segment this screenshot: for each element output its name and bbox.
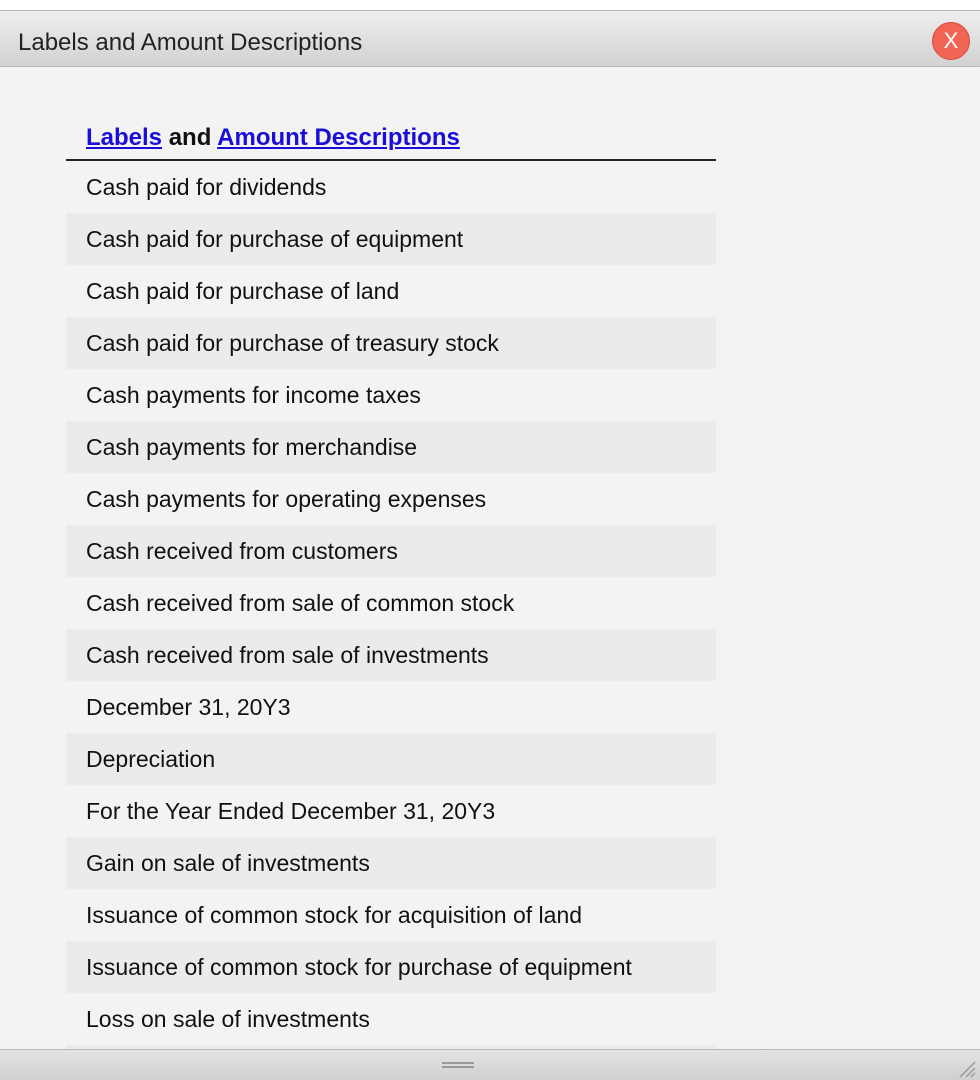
labels-list — [66, 118, 716, 1049]
list-item: Cash payments for operating expenses — [86, 486, 487, 512]
list-item: Cash paid for purchase of treasury stock — [66, 317, 716, 369]
list-rows — [66, 161, 716, 1049]
close-button[interactable] — [932, 22, 970, 60]
list-item: For the Year Ended December 31, 20Y3 — [86, 798, 496, 824]
list-item: Issuance of common stock for acquisition of land — [86, 902, 583, 928]
list-header — [66, 118, 716, 161]
list-item: Depreciation — [66, 733, 716, 785]
list-item: December 31, 20Y3 — [86, 694, 291, 720]
list-item: Cash received from sale of investments — [66, 629, 716, 681]
list-item: Cash paid for dividends — [86, 174, 327, 200]
bottom-bar — [0, 1049, 980, 1080]
list-item: Cash received from customers — [66, 525, 716, 577]
dialog-title: Labels and Amount Descriptions — [18, 29, 363, 56]
list-item: Loss on sale of investments — [86, 1006, 370, 1032]
list-item: Cash payments for income taxes — [86, 382, 421, 408]
list-item: Cash received from sale of common stock — [86, 590, 515, 616]
title-bar[interactable] — [0, 11, 980, 67]
dialog-content[interactable] — [0, 68, 980, 1049]
amount-descriptions-link[interactable]: Amount Descriptions — [217, 124, 460, 151]
list-item: Cash payments for merchandise — [66, 421, 716, 473]
list-item: Issuance of common stock for purchase of equipment — [66, 941, 716, 993]
close-icon: X — [943, 28, 959, 53]
list-item: Gain on sale of investments — [66, 837, 716, 889]
dialog-window — [0, 10, 980, 1080]
resize-handle-icon[interactable] — [956, 1058, 976, 1078]
list-item: Cash paid for purchase of equipment — [66, 213, 716, 265]
list-item: Cash paid for purchase of land — [86, 278, 400, 304]
labels-link[interactable]: Labels — [86, 124, 163, 151]
header-conjunction: and — [168, 124, 212, 151]
drag-grip-icon[interactable] — [442, 1062, 474, 1068]
